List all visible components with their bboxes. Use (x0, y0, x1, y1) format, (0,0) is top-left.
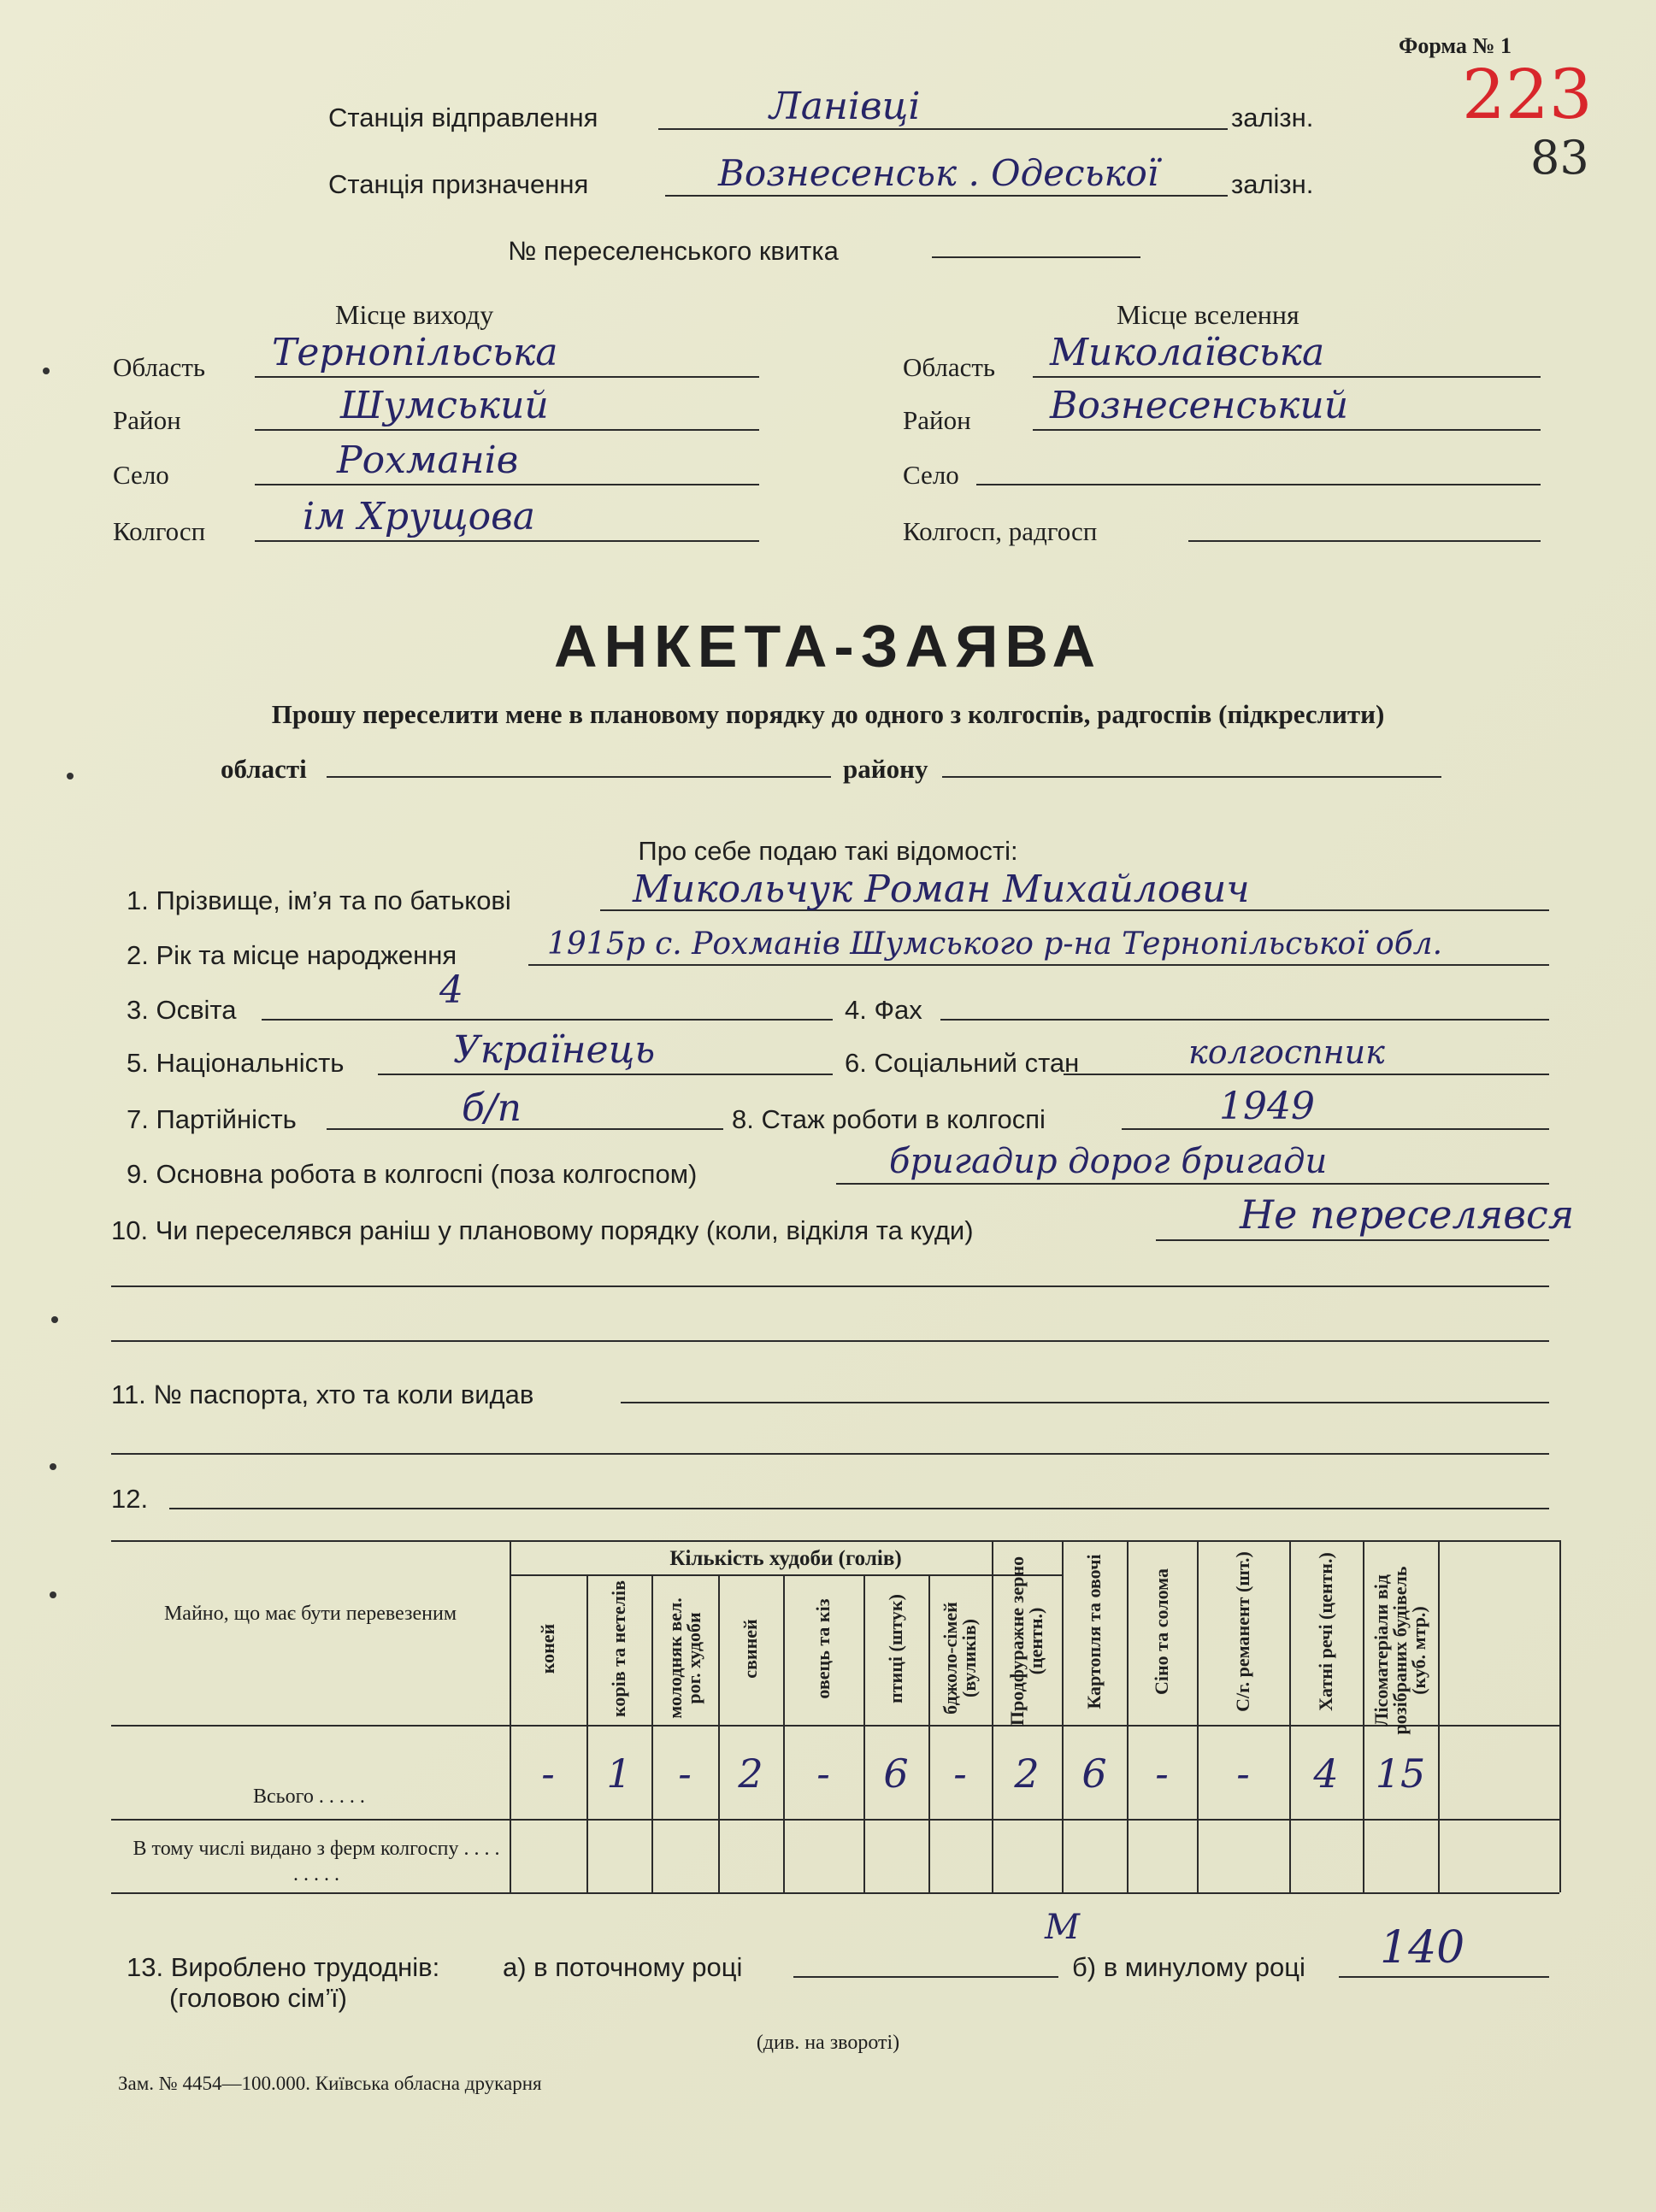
table-top-border (111, 1540, 1559, 1542)
table-column-border (586, 1574, 588, 1892)
origin-oblast-label: Область (113, 352, 206, 382)
field-7-value: б/п (462, 1086, 522, 1130)
workdays-previous-label: б) в минулому році (1072, 1952, 1305, 1982)
table-column-border (1363, 1540, 1364, 1892)
table-column-border (1197, 1540, 1199, 1892)
table-header-bottom (111, 1725, 1559, 1727)
origin-selo-value: Рохманів (337, 438, 519, 482)
table-column-header: коней (537, 1623, 558, 1674)
origin-kolhosp-label: Колгосп (113, 516, 206, 546)
table-total-cell: 1 (606, 1750, 632, 1797)
departure-value: Ланівці (769, 85, 921, 128)
raionu-line (942, 776, 1441, 778)
table-column-header: свиней (740, 1619, 761, 1679)
field-8-line (1122, 1128, 1549, 1130)
field-10-label: 10. Чи переселявся раніш у плановому порядку (коли, відкіля та куди) (111, 1215, 974, 1245)
table-column-border (718, 1574, 720, 1892)
field-3-label: 3. Освіта (127, 995, 237, 1025)
field-11-line (621, 1402, 1549, 1403)
table-total-cell: 2 (1014, 1750, 1040, 1797)
field-11-label: 11. № паспорта, хто та коли видав (111, 1380, 534, 1409)
table-total-cell: 15 (1375, 1750, 1426, 1797)
farm-row-label: В тому числі видано з ферм колгоспу . . . . . . . . . (133, 1838, 500, 1885)
origin-raion-value: Шумський (340, 384, 549, 427)
table-total-cell: - (541, 1750, 555, 1797)
field-3-line (262, 1019, 833, 1021)
field-6-value: колгоспник (1188, 1033, 1385, 1071)
table-column-border (783, 1574, 785, 1892)
workdays-sub-label: (головою сім’ї) (169, 1983, 347, 2013)
field-1-value: Микольчук Роман Михайлович (633, 868, 1250, 911)
workdays-previous-line (1339, 1976, 1549, 1978)
origin-oblast-value: Тернопільська (272, 331, 558, 374)
workdays-current-line (793, 1976, 1058, 1978)
field-10-extra-line-2 (111, 1340, 1549, 1342)
departure-rail-suffix: залізн. (1231, 103, 1314, 132)
field-7-label: 7. Партійність (127, 1104, 297, 1134)
table-column-border (1559, 1540, 1561, 1892)
printer-note: Зам. № 4454—100.000. Київська обласна друкарня (118, 2073, 542, 2094)
dest-selo-line (976, 484, 1541, 485)
punch-hole (43, 368, 50, 374)
table-total-cell: - (678, 1750, 692, 1797)
field-8-label: 8. Стаж роботи в колгоспі (732, 1104, 1046, 1134)
oblasti-line (327, 776, 831, 778)
dest-kolhosp-label: Колгосп, радгосп (903, 516, 1098, 546)
dest-raion-value: Вознесенський (1050, 384, 1349, 427)
origin-oblast-line (255, 376, 759, 378)
table-column-border (1127, 1540, 1129, 1892)
table-column-border (1289, 1540, 1291, 1892)
origin-kolhosp-line (255, 540, 759, 542)
table-column-border (1438, 1540, 1440, 1892)
destination-station-label: Станція призначення (328, 169, 589, 199)
request-text: Прошу переселити мене в плановому порядку до одного з колгоспів, радгоспів (підкреслити) (271, 699, 1385, 729)
table-column-border (510, 1540, 511, 1892)
field-4-line (940, 1019, 1549, 1021)
departure-line (658, 128, 1228, 130)
departure-label: Станція відправлення (328, 103, 598, 132)
table-column-header: Продфуражне зерно (центн.) (1006, 1556, 1046, 1727)
table-column-border (651, 1574, 653, 1892)
field-5-value: Українець (453, 1028, 656, 1072)
punch-hole (51, 1316, 58, 1323)
table-column-border (928, 1574, 930, 1892)
table-column-header: С/г. реманент (шт.) (1232, 1551, 1253, 1712)
field-5-label: 5. Національність (127, 1048, 345, 1078)
field-11-extra-line (111, 1453, 1549, 1455)
table-column-header: Сіно та солома (1151, 1568, 1172, 1695)
dest-oblast-label: Область (903, 352, 996, 382)
dest-raion-label: Район (903, 405, 971, 435)
destination-station-line (665, 195, 1228, 197)
table-column-header: птиці (штук) (885, 1594, 906, 1703)
table-column-header: Хатні речі (центн.) (1315, 1552, 1336, 1711)
origin-selo-label: Село (113, 460, 169, 490)
table-total-cell: 4 (1313, 1750, 1339, 1797)
field-10-line (1156, 1239, 1549, 1241)
origin-heading: Місце виходу (335, 299, 494, 330)
workdays-current-mark: М (1045, 1908, 1080, 1947)
livestock-group-underline (510, 1574, 1062, 1576)
dest-raion-line (1033, 429, 1541, 431)
ticket-label: № переселенського квитка (508, 236, 839, 266)
table-column-border (1062, 1540, 1064, 1892)
field-6-line (1064, 1074, 1549, 1075)
table-row-header: Майно, що має бути перевезеним (163, 1603, 457, 1625)
destination-rail-suffix: залізн. (1231, 169, 1314, 199)
field-4-label: 4. Фах (845, 995, 922, 1025)
origin-selo-line (255, 484, 759, 485)
origin-raion-line (255, 429, 759, 431)
field-7-line (327, 1128, 723, 1130)
destination-station-value: Вознесенськ . Одеської (718, 152, 1159, 194)
form-title: АНКЕТА-ЗАЯВА (553, 613, 1103, 679)
table-column-header: бджоло-сімей (вуликів) (940, 1602, 980, 1715)
table-column-border (992, 1540, 993, 1892)
archive-number: 223 (1462, 55, 1593, 134)
table-total-cell: - (1236, 1750, 1250, 1797)
dest-selo-label: Село (903, 460, 959, 490)
table-column-header: молодняк вел. рог. худоби (664, 1597, 704, 1719)
field-1-label: 1. Прізвище, ім’я та по батькові (127, 885, 511, 915)
table-column-border (863, 1574, 865, 1892)
livestock-group-header: Кількість худоби (голів) (669, 1547, 902, 1570)
intro-text: Про себе подаю такі відомості: (638, 836, 1018, 866)
table-total-cell: - (1155, 1750, 1169, 1797)
form-number-label: Форма № 1 (1399, 33, 1512, 58)
ticket-line (932, 256, 1140, 258)
field-9-value: бригадир дорог бригади (889, 1142, 1328, 1181)
table-total-cell: 6 (883, 1750, 909, 1797)
field-10-extra-line-1 (111, 1285, 1549, 1287)
origin-raion-label: Район (113, 405, 181, 435)
field-9-line (836, 1183, 1549, 1185)
see-back-note: (див. на звороті) (756, 2032, 900, 2054)
dest-oblast-line (1033, 376, 1541, 378)
destination-heading: Місце вселення (1117, 299, 1299, 330)
dest-oblast-value: Миколаївська (1050, 331, 1325, 374)
table-column-header: корів та нетелів (608, 1580, 629, 1718)
workdays-label: 13. Вироблено трудоднів: (127, 1952, 440, 1982)
punch-hole (50, 1591, 56, 1598)
table-column-header: Картопля та овочі (1083, 1554, 1105, 1709)
field-9-label: 9. Основна робота в колгоспі (поза колгоспом) (127, 1159, 698, 1189)
oblasti-label: області (221, 754, 307, 784)
table-total-cell: - (816, 1750, 830, 1797)
table-total-cell: - (953, 1750, 967, 1797)
table-total-cell: 6 (1081, 1750, 1107, 1797)
field-10-value: Не переселявся (1240, 1191, 1575, 1238)
field-8-value: 1949 (1219, 1085, 1315, 1128)
punch-hole (50, 1463, 56, 1470)
total-row-label: Всього . . . . . (253, 1785, 365, 1808)
origin-kolhosp-value: ім Хрущова (303, 495, 535, 538)
table-column-header: овець та кіз (812, 1598, 834, 1699)
table-bottom-border (111, 1892, 1559, 1894)
table-total-bottom (111, 1819, 1559, 1821)
raionu-label: району (843, 754, 928, 784)
field-12-label: 12. (111, 1484, 149, 1514)
field-3-value: 4 (439, 968, 463, 1012)
workdays-previous-value: 140 (1380, 1922, 1465, 1974)
punch-hole (67, 773, 74, 779)
dest-kolhosp-line (1188, 540, 1541, 542)
field-6-label: 6. Соціальний стан (845, 1048, 1080, 1078)
workdays-current-label: а) в поточному році (503, 1952, 743, 1982)
field-2-value: 1915р с. Рохманів Шумського р-на Тернопільської обл. (547, 927, 1443, 962)
archive-subnumber: 83 (1530, 131, 1589, 185)
table-total-cell: 2 (738, 1750, 763, 1797)
field-12-line (169, 1508, 1549, 1509)
field-5-line (378, 1074, 833, 1075)
table-column-header: Лісоматеріали від розібраних будівель (куб. мтр.) (1370, 1566, 1429, 1735)
field-2-label: 2. Рік та місце народження (127, 940, 457, 970)
